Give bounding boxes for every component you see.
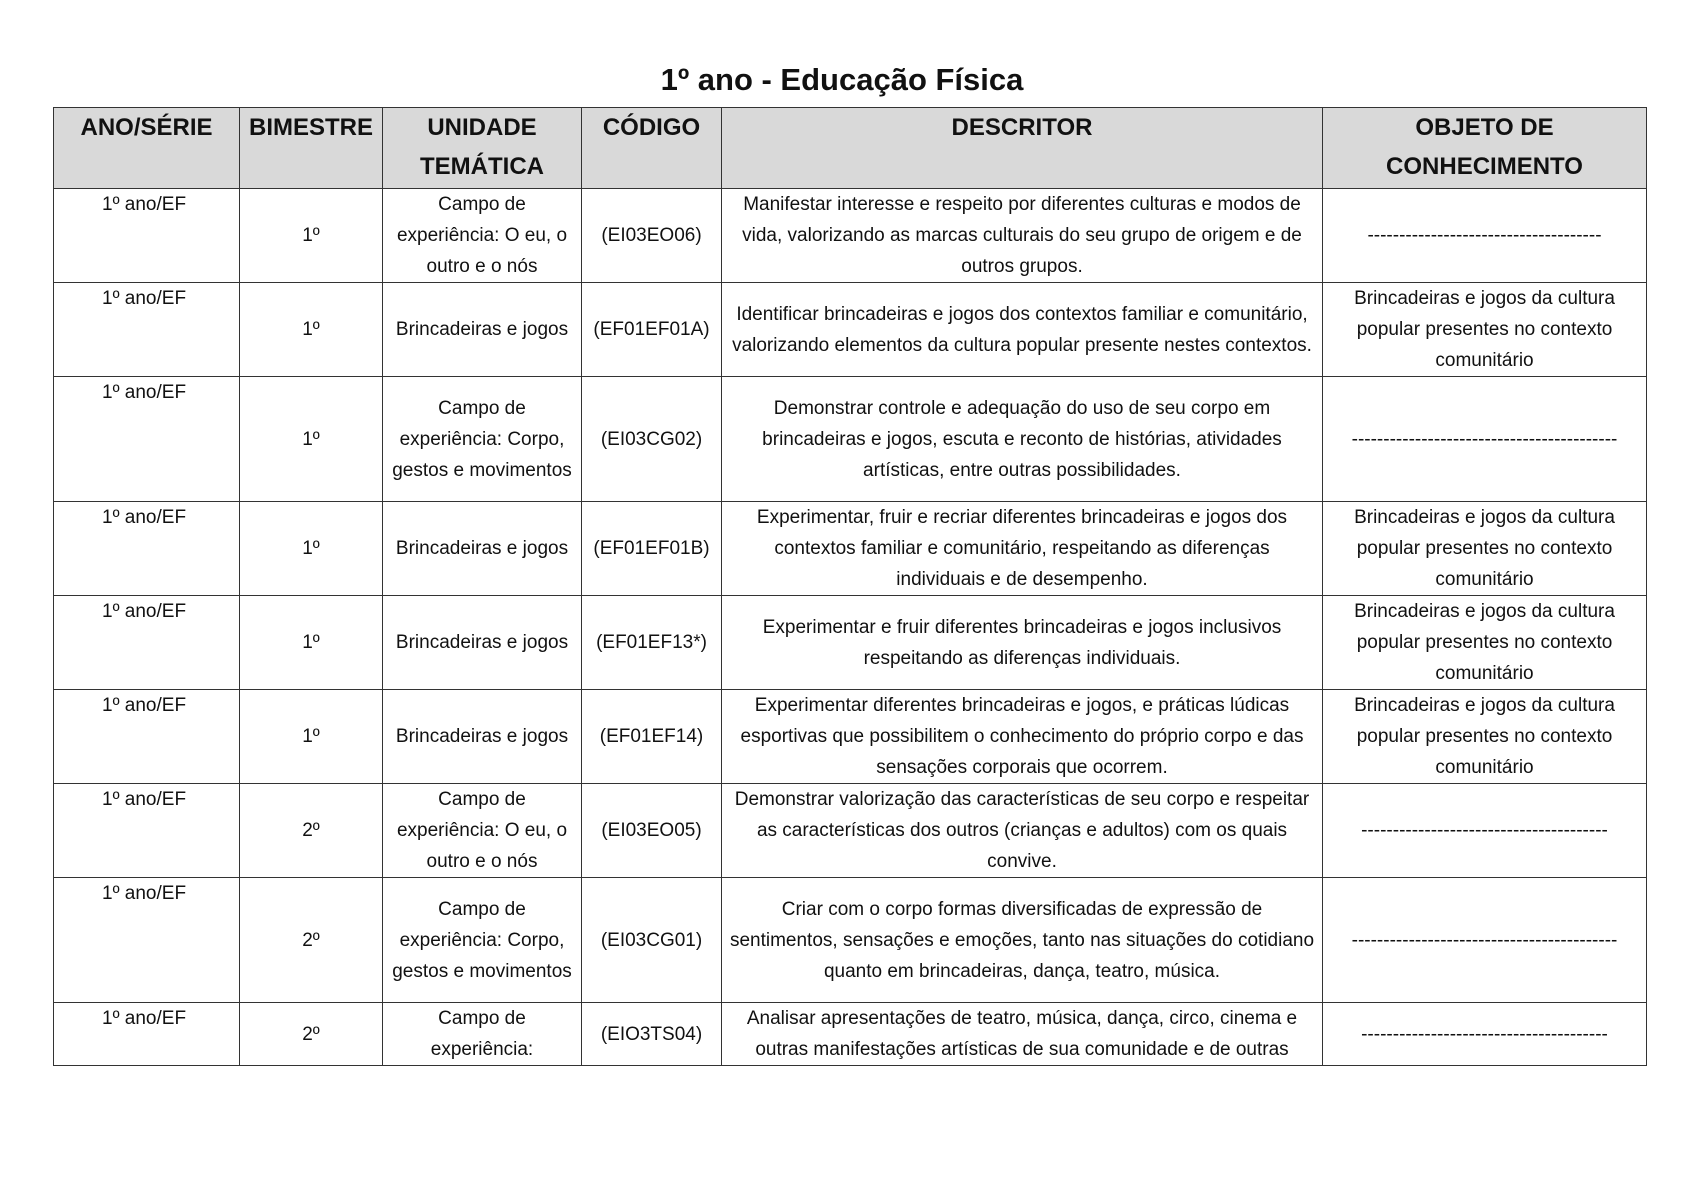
cell-unidade-tematica: Brincadeiras e jogos [383, 283, 582, 377]
cell-objeto-de-conhecimento: Brincadeiras e jogos da cultura popular presentes no contexto comunitário [1323, 596, 1647, 690]
cell-ano-serie: 1º ano/EF [54, 1003, 240, 1066]
cell-descritor: Criar com o corpo formas diversificadas de expressão de sentimentos, sensações e emoções, tanto nas situações do cotidiano quanto em brincadeiras, dança, teatro, música. [722, 878, 1323, 1003]
cell-descritor: Experimentar e fruir diferentes brincadeiras e jogos inclusivos respeitando as diferenças individuais. [722, 596, 1323, 690]
cell-unidade-tematica: Campo de experiência: Corpo, gestos e movimentos [383, 377, 582, 502]
cell-bimestre: 1º [240, 283, 383, 377]
table-row [54, 377, 1647, 502]
header-objeto-de-conhecimento: OBJETO DE CONHECIMENTO [1323, 108, 1647, 189]
cell-descritor: Manifestar interesse e respeito por diferentes culturas e modos de vida, valorizando as marcas culturais do seu grupo de origem e de outros grupos. [722, 189, 1323, 283]
table-row [54, 784, 1647, 878]
header-descritor: DESCRITOR [722, 108, 1323, 189]
cell-bimestre: 1º [240, 189, 383, 283]
cell-descritor: Experimentar diferentes brincadeiras e jogos, e práticas lúdicas esportivas que possibilitem o conhecimento do próprio corpo e das sensações corporais que ocorrem. [722, 690, 1323, 784]
header-ano-serie: ANO/SÉRIE [54, 108, 240, 189]
cell-objeto-de-conhecimento: Brincadeiras e jogos da cultura popular presentes no contexto comunitário [1323, 502, 1647, 596]
cell-codigo: (EF01EF01A) [582, 283, 722, 377]
cell-objeto-de-conhecimento: Brincadeiras e jogos da cultura popular presentes no contexto comunitário [1323, 690, 1647, 784]
cell-bimestre: 2º [240, 784, 383, 878]
cell-ano-serie: 1º ano/EF [54, 690, 240, 784]
cell-codigo: (EIO3TS04) [582, 1003, 722, 1066]
cell-codigo: (EF01EF14) [582, 690, 722, 784]
cell-objeto-de-conhecimento: --------------------------------------- [1323, 784, 1647, 878]
cell-descritor: Analisar apresentações de teatro, música, dança, circo, cinema e outras manifestações artísticas de sua comunidade e de outras [722, 1003, 1323, 1066]
cell-unidade-tematica: Brincadeiras e jogos [383, 596, 582, 690]
cell-unidade-tematica: Campo de experiência: O eu, o outro e o nós [383, 784, 582, 878]
cell-ano-serie: 1º ano/EF [54, 784, 240, 878]
cell-bimestre: 1º [240, 690, 383, 784]
cell-bimestre: 2º [240, 1003, 383, 1066]
cell-unidade-tematica: Campo de experiência: Corpo, gestos e movimentos [383, 878, 582, 1003]
cell-codigo: (EF01EF01B) [582, 502, 722, 596]
cell-unidade-tematica: Brincadeiras e jogos [383, 502, 582, 596]
cell-unidade-tematica: Campo de experiência: [383, 1003, 582, 1066]
table-header-row [54, 108, 1647, 189]
cell-objeto-de-conhecimento: ------------------------------------------ [1323, 377, 1647, 502]
cell-bimestre: 2º [240, 878, 383, 1003]
table-row [54, 878, 1647, 1003]
cell-descritor: Demonstrar valorização das características de seu corpo e respeitar as características dos outros (crianças e adultos) com os quais convive. [722, 784, 1323, 878]
table-row [54, 690, 1647, 784]
cell-codigo: (EI03EO05) [582, 784, 722, 878]
cell-descritor: Demonstrar controle e adequação do uso de seu corpo em brincadeiras e jogos, escuta e reconto de histórias, atividades artísticas, entre outras possibilidades. [722, 377, 1323, 502]
cell-ano-serie: 1º ano/EF [54, 377, 240, 502]
curriculum-table [53, 107, 1647, 1066]
table-row [54, 189, 1647, 283]
cell-ano-serie: 1º ano/EF [54, 502, 240, 596]
cell-codigo: (EI03CG01) [582, 878, 722, 1003]
cell-ano-serie: 1º ano/EF [54, 283, 240, 377]
cell-codigo: (EF01EF13*) [582, 596, 722, 690]
cell-codigo: (EI03EO06) [582, 189, 722, 283]
table-row [54, 502, 1647, 596]
header-unidade-tematica: UNIDADE TEMÁTICA [383, 108, 582, 189]
cell-descritor: Identificar brincadeiras e jogos dos contextos familiar e comunitário, valorizando elementos da cultura popular presente nestes contextos. [722, 283, 1323, 377]
cell-objeto-de-conhecimento: ------------------------------------------ [1323, 878, 1647, 1003]
cell-bimestre: 1º [240, 377, 383, 502]
table-row [54, 596, 1647, 690]
cell-objeto-de-conhecimento: Brincadeiras e jogos da cultura popular presentes no contexto comunitário [1323, 283, 1647, 377]
cell-ano-serie: 1º ano/EF [54, 878, 240, 1003]
table-row [54, 1003, 1647, 1066]
cell-ano-serie: 1º ano/EF [54, 189, 240, 283]
cell-bimestre: 1º [240, 502, 383, 596]
header-codigo: CÓDIGO [582, 108, 722, 189]
cell-unidade-tematica: Campo de experiência: O eu, o outro e o nós [383, 189, 582, 283]
cell-bimestre: 1º [240, 596, 383, 690]
cell-descritor: Experimentar, fruir e recriar diferentes brincadeiras e jogos dos contextos familiar e comunitário, respeitando as diferenças individuais e de desempenho. [722, 502, 1323, 596]
table-row [54, 283, 1647, 377]
cell-ano-serie: 1º ano/EF [54, 596, 240, 690]
cell-unidade-tematica: Brincadeiras e jogos [383, 690, 582, 784]
page-title: 1º ano - Educação Física [660, 62, 1024, 97]
header-bimestre: BIMESTRE [240, 108, 383, 189]
cell-codigo: (EI03CG02) [582, 377, 722, 502]
cell-objeto-de-conhecimento: ------------------------------------- [1323, 189, 1647, 283]
cell-objeto-de-conhecimento: --------------------------------------- [1323, 1003, 1647, 1066]
